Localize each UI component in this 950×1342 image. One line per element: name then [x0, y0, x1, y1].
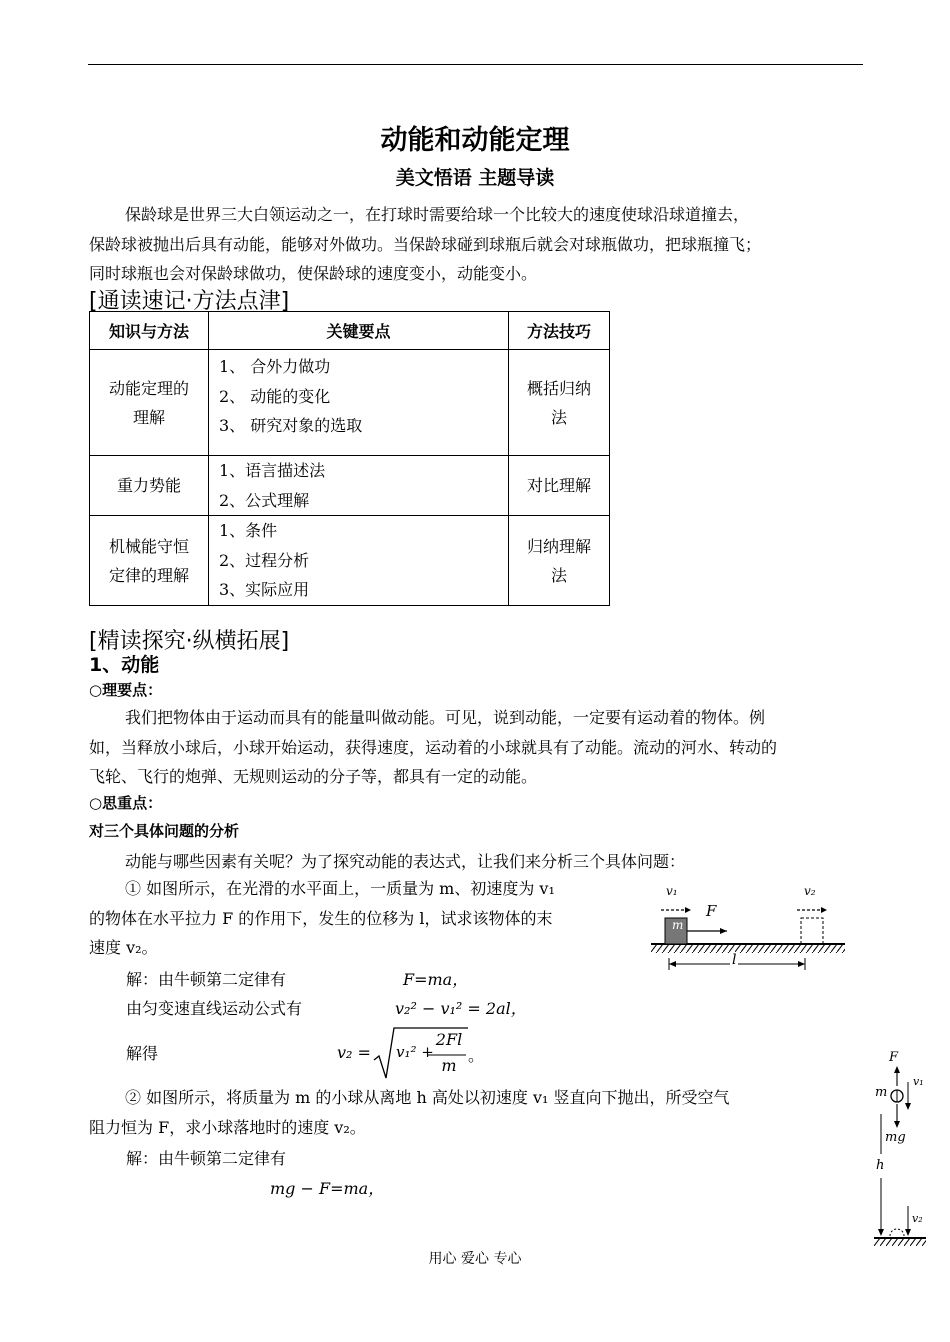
section-heading-read: [通读速记·方法点津]: [89, 289, 290, 314]
table-row: [90, 456, 610, 516]
problem-2: [89, 1083, 730, 1142]
table-cell-method: 概括归纳 法: [509, 350, 610, 456]
v1-arrow-icon: [685, 907, 691, 913]
v1-down-arrow-icon: [905, 1103, 911, 1110]
v2-down-arrow-icon: [905, 1229, 911, 1236]
table-cell-method: 归纳理解 法: [509, 516, 610, 606]
table-header: 关键要点: [209, 312, 509, 350]
intro-line: 保龄球被抛出后具有动能，能够对外做功。当保龄球碰到球瓶后就会对球瓶做功，把球瓶撞飞；: [89, 234, 762, 254]
fig2-force-label: F: [889, 1050, 899, 1065]
fig1-v2-label: v₂: [804, 884, 816, 898]
table-cell-topic: 重力势能: [90, 456, 209, 516]
problem-1: [89, 874, 555, 963]
force-arrow-icon: [720, 928, 727, 934]
gravity-arrow-icon: [894, 1121, 900, 1128]
table-header-row: [90, 312, 610, 350]
subheading-analysis: 对三个具体问题的分析: [89, 822, 240, 840]
solution1-step1: 解：由牛顿第二定律有: [126, 970, 287, 989]
page-title: 动能和动能定理: [380, 125, 570, 156]
text-line: 的物体在水平拉力 F 的作用下，发生的位移为 l，试求该物体的末: [89, 908, 553, 928]
table-header: 知识与方法: [90, 312, 209, 350]
table-cell-method: 对比理解: [509, 456, 610, 516]
intro-paragraph: [89, 200, 761, 289]
fig1-force-label: F: [706, 902, 717, 920]
intro-line: 同时球瓶也会对保龄球做功，使保龄球的速度变小，动能变小。: [89, 264, 538, 283]
fig2-gravity-label: mg: [885, 1130, 906, 1145]
text-line: 阻力恒为 F，求小球落地时的速度 v₂。: [89, 1117, 366, 1137]
formula-newton: F=ma，: [403, 970, 469, 989]
table-cell-points: 1、条件 2、过程分析 3、实际应用: [209, 516, 509, 606]
table-cell-points: 1、 合外力做功 2、 动能的变化 3、 研究对象的选取: [209, 350, 509, 456]
ball-landing: [890, 1229, 904, 1236]
label-think-points: ○思重点：: [89, 794, 163, 812]
air-resistance-arrow-icon: [894, 1066, 900, 1073]
ground-hatch: [874, 1238, 926, 1246]
text-line: 如，当释放小球后，小球开始运动，获得速度，运动着的小球就具有了动能。流动的河水、转动的: [89, 737, 778, 757]
fig2-v1-label: v₁: [913, 1075, 924, 1088]
table-cell-points: 1、语言描述法 2、公式理解: [209, 456, 509, 516]
v2-arrow-icon: [821, 907, 827, 913]
solution1-step3: 解得: [126, 1044, 159, 1063]
heading-kinetic-energy: 1、动能: [89, 654, 160, 676]
formula-end: 。: [468, 1046, 485, 1065]
fig2-v2-label: v₂: [912, 1212, 923, 1225]
fig1-v1-label: v₁: [666, 884, 678, 898]
fig2-height-label: h: [876, 1158, 885, 1173]
label-key-points: ○理要点：: [89, 681, 163, 699]
fig2-mass-label: m: [875, 1085, 888, 1100]
formula-result-lhs: v₂ =: [337, 1043, 371, 1062]
table-row: [90, 350, 610, 456]
formula-result-v1: v₁² +: [396, 1043, 434, 1061]
text-line: ① 如图所示，在光滑的水平面上，一质量为 m、初速度为 v₁: [125, 879, 555, 898]
fig1-displacement-label: l: [732, 952, 737, 968]
page-subtitle: 美文悟语 主题导读: [395, 167, 555, 189]
formula-kinematics: v₂² − v₁² = 2al，: [395, 999, 527, 1018]
table-cell-topic: 机械能守恒 定律的理解: [90, 516, 209, 606]
formula-drag: mg − F=ma，: [270, 1179, 385, 1198]
header-rule: [88, 64, 863, 65]
table-cell-topic: 动能定理的 理解: [90, 350, 209, 456]
solution2-step1: 解：由牛顿第二定律有: [126, 1149, 287, 1168]
kinetic-paragraph: [89, 703, 777, 792]
page-footer: 用心 爱心 专心: [428, 1251, 522, 1267]
table-header: 方法技巧: [509, 312, 610, 350]
text-line: 速度 v₂。: [89, 938, 158, 957]
text-line: 飞轮、飞行的炮弹、无规则运动的分子等，都具有一定的动能。: [89, 767, 538, 786]
text-line: 我们把物体由于运动而具有的能量叫做动能。可见，说到动能，一定要有运动着的物体。例: [125, 708, 766, 727]
fig1-mass-label: m: [672, 918, 684, 932]
table-row: [90, 516, 610, 606]
solution1-step2: 由匀变速直线运动公式有: [126, 999, 303, 1018]
formula-denominator: m: [441, 1056, 457, 1075]
height-arrow-icon: [878, 1229, 884, 1236]
block-final-position: [801, 918, 823, 944]
intro-line: 保龄球是世界三大白领运动之一，在打球时需要给球一个比较大的速度使球沿球道撞去，: [125, 205, 750, 224]
knowledge-table: [89, 311, 610, 606]
formula-numerator: 2Fl: [435, 1030, 463, 1049]
question-text: 动能与哪些因素有关呢？为了探究动能的表达式，让我们来分析三个具体问题：: [125, 852, 686, 871]
ground-hatch: [651, 944, 845, 953]
text-line: ② 如图所示，将质量为 m 的小球从离地 h 高处以初速度 v₁ 竖直向下抛出，所受空气: [125, 1088, 730, 1107]
section-heading-explore: [精读探究·纵横拓展]: [89, 629, 290, 654]
